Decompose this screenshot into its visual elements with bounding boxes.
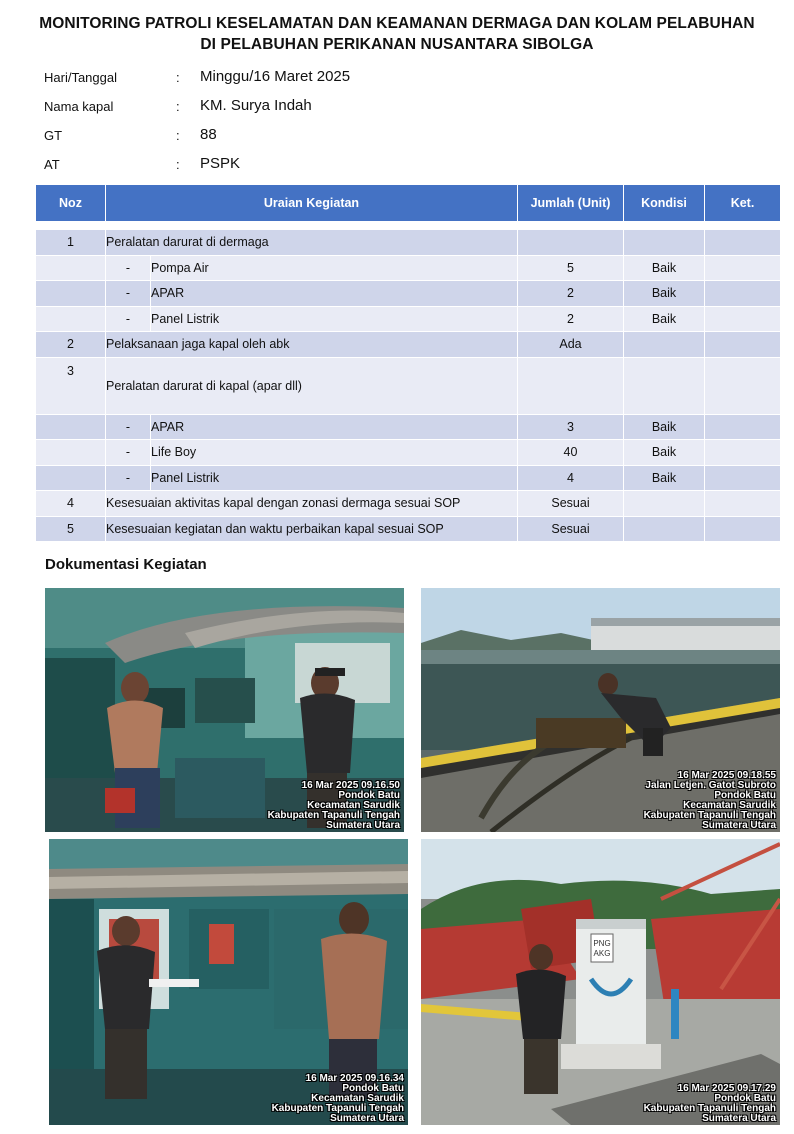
header-kondisi: Kondisi — [624, 185, 705, 221]
info-colon: : — [176, 70, 180, 85]
header-no: Noz — [36, 185, 106, 221]
row-text: Panel Listrik — [151, 465, 518, 491]
table-row — [36, 331, 780, 357]
stamp-line: Kabupaten Tapanuli Tengah — [271, 1103, 404, 1114]
info-colon: : — [176, 128, 180, 143]
row-jumlah: Sesuai — [518, 516, 624, 542]
row-kondisi: Baik — [624, 414, 705, 440]
info-colon: : — [176, 99, 180, 114]
stamp-line: Sumatera Utara — [702, 1113, 776, 1124]
stamp-line: Pondok Batu — [338, 790, 400, 801]
row-bullet: - — [106, 280, 151, 306]
stamp-line: 16 Mar 2025 09.16.34 — [305, 1073, 404, 1084]
photo-ship-cabin — [49, 839, 408, 1125]
row-jumlah: 4 — [518, 465, 624, 491]
panel-label-line-1: PNG — [593, 939, 611, 948]
row-ket — [705, 255, 780, 281]
row-text: Kesesuaian aktivitas kapal dengan zonasi dermaga sesuai SOP — [106, 490, 518, 516]
row-jumlah: 3 — [518, 414, 624, 440]
row-no — [36, 255, 106, 281]
row-bullet: - — [106, 255, 151, 281]
row-kondisi — [624, 331, 705, 357]
stamp-line: Kabupaten Tapanuli Tengah — [643, 1103, 776, 1114]
row-no: 3 — [36, 357, 106, 414]
stamp-line: Sumatera Utara — [326, 820, 400, 831]
row-kondisi — [624, 357, 705, 414]
row-text: Pelaksanaan jaga kapal oleh abk — [106, 331, 518, 357]
row-no — [36, 280, 106, 306]
row-text: APAR — [151, 280, 518, 306]
title-line-2: DI PELABUHAN PERIKANAN NUSANTARA SIBOLGA — [200, 36, 594, 53]
table-spacer — [36, 221, 780, 229]
table-header-row — [36, 185, 780, 221]
row-kondisi: Baik — [624, 465, 705, 491]
info-label: Nama kapal — [44, 99, 114, 114]
stamp-line: Sumatera Utara — [702, 820, 776, 831]
table-row — [36, 255, 780, 281]
row-text: Kesesuaian kegiatan dan waktu perbaikan kapal sesuai SOP — [106, 516, 518, 542]
row-kondisi: Baik — [624, 306, 705, 332]
row-ket — [705, 414, 780, 440]
row-jumlah — [518, 357, 624, 414]
photo-stamp — [644, 1084, 776, 1124]
row-kondisi — [624, 490, 705, 516]
stamp-line: Pondok Batu — [342, 1083, 404, 1094]
row-kondisi: Baik — [624, 255, 705, 281]
stamp-line: Kecamatan Sarudik — [683, 800, 776, 811]
row-text: APAR — [151, 414, 518, 440]
row-ket — [705, 465, 780, 491]
info-value: PSPK — [200, 155, 241, 172]
row-jumlah: Ada — [518, 331, 624, 357]
row-no: 5 — [36, 516, 106, 542]
row-bullet: - — [106, 439, 151, 465]
photo-engine-room — [45, 588, 404, 832]
table-row — [36, 357, 780, 414]
row-text: Pompa Air — [151, 255, 518, 281]
row-text: Panel Listrik — [151, 306, 518, 332]
row-kondisi — [624, 229, 705, 255]
row-ket — [705, 306, 780, 332]
photo-stamp — [644, 771, 776, 831]
stamp-line: Kabupaten Tapanuli Tengah — [643, 810, 776, 821]
row-ket — [705, 280, 780, 306]
panel-label-line-2: AKG — [593, 949, 611, 958]
row-ket — [705, 331, 780, 357]
row-ket — [705, 439, 780, 465]
stamp-line: Pondok Batu — [714, 790, 776, 801]
stamp-line: Sumatera Utara — [330, 1113, 404, 1124]
row-no — [36, 306, 106, 332]
stamp-line: Jalan Letjen. Gatot Subroto — [645, 780, 776, 791]
info-label: AT — [44, 157, 60, 172]
row-ket — [705, 229, 780, 255]
row-no — [36, 439, 106, 465]
table-row — [36, 229, 780, 255]
row-text: Life Boy — [151, 439, 518, 465]
row-bullet: - — [106, 414, 151, 440]
info-label: Hari/Tanggal — [44, 70, 117, 85]
photo-stamp — [268, 781, 400, 831]
row-ket — [705, 357, 780, 414]
document-title — [0, 13, 794, 55]
row-jumlah: 5 — [518, 255, 624, 281]
row-kondisi: Baik — [624, 439, 705, 465]
table-row — [36, 465, 780, 491]
header-jumlah: Jumlah (Unit) — [518, 185, 624, 221]
stamp-line: 16 Mar 2025 09.18.55 — [677, 770, 776, 781]
documentation-heading: Dokumentasi Kegiatan — [45, 556, 207, 573]
table-row — [36, 414, 780, 440]
photo-dock-pump — [421, 588, 780, 832]
row-no: 4 — [36, 490, 106, 516]
table-row — [36, 490, 780, 516]
info-value: Minggu/16 Maret 2025 — [200, 68, 351, 85]
activity-table — [36, 185, 780, 541]
table-row — [36, 306, 780, 332]
stamp-line: Kecamatan Sarudik — [307, 800, 400, 811]
row-jumlah: 2 — [518, 306, 624, 332]
info-value: KM. Surya Indah — [200, 97, 312, 114]
table-row — [36, 516, 780, 542]
table-row — [36, 439, 780, 465]
row-text: Peralatan darurat di kapal (apar dll) — [106, 357, 518, 414]
row-jumlah: 2 — [518, 280, 624, 306]
row-kondisi: Baik — [624, 280, 705, 306]
info-colon: : — [176, 157, 180, 172]
row-kondisi — [624, 516, 705, 542]
row-no: 2 — [36, 331, 106, 357]
table-row — [36, 280, 780, 306]
photo-electric-panel — [421, 839, 780, 1125]
row-text: Peralatan darurat di dermaga — [106, 229, 518, 255]
row-no: 1 — [36, 229, 106, 255]
info-label: GT — [44, 128, 63, 143]
header-uraian: Uraian Kegiatan — [106, 185, 518, 221]
row-jumlah — [518, 229, 624, 255]
row-bullet: - — [106, 306, 151, 332]
row-no — [36, 414, 106, 440]
row-ket — [705, 490, 780, 516]
row-ket — [705, 516, 780, 542]
row-jumlah: 40 — [518, 439, 624, 465]
stamp-line: Kabupaten Tapanuli Tengah — [267, 810, 400, 821]
stamp-line: Pondok Batu — [714, 1093, 776, 1104]
info-value: 88 — [200, 126, 217, 143]
row-jumlah: Sesuai — [518, 490, 624, 516]
photo-stamp — [272, 1074, 404, 1124]
stamp-line: 16 Mar 2025 09.16.50 — [301, 780, 400, 791]
stamp-line: Kecamatan Sarudik — [311, 1093, 404, 1104]
row-no — [36, 465, 106, 491]
header-ket: Ket. — [705, 185, 780, 221]
stamp-line: 16 Mar 2025 09.17.29 — [677, 1083, 776, 1094]
row-bullet: - — [106, 465, 151, 491]
title-line-1: MONITORING PATROLI KESELAMATAN DAN KEAMANAN DERMAGA DAN KOLAM PELABUHAN — [39, 15, 755, 32]
